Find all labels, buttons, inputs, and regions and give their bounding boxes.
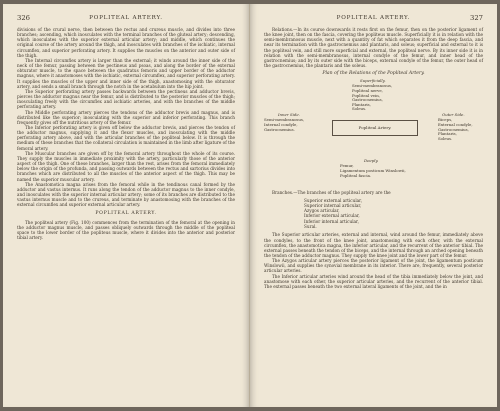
branch-item: Superior internal articular, [304,202,362,208]
plan-item: Soleus. [352,106,367,112]
branches-intro: Branches.—The branches of the popliteal artery are the [272,190,391,196]
plan-item: Femur, [340,163,354,169]
running-head: POPLITEAL ARTERY. [89,15,163,21]
right-page-header [264,14,483,24]
plan-item: Gastrocnemius, [352,97,383,103]
paragraph: The Middle perforating artery pierces the tendons of the adductor brevis and magnus, and is distributed like the superior; inosculating with the superior and inferior perforating. This branch frequently gives off the nutritious artery of the femur. [17,109,235,125]
left-page [3,4,250,407]
paragraph: The popliteal artery (Fig. 100) commences from the termination of the femoral at the opening in the adductor magnus muscle, and passes obliquely outwards through the middle of the popliteal space to the lower border of the popliteus muscle, where it divides into the anterior and posterior tibial artery. [17,219,235,241]
plan-inner-list [264,118,304,132]
branches-list [304,198,483,230]
plan-item: Popliteal nerve, [352,88,383,93]
page-number: 327 [470,14,483,22]
relations-plan [264,78,483,186]
branch-item: Superior external articular, [304,197,363,203]
paragraph: The Inferior perforating artery is given off below the adductor brevis, and pierces the tendon of the adductor magnus, supplying it and the flexor muscles, and inosculating with the middle perforating artery above, and with the articular branches of the popliteal below. It is through the medium of these branches that the collateral circulation is maintained in the limb after ligature of the femoral artery. [17,124,235,151]
plan-item: Semi-membranosus, [352,83,393,89]
plan-item: Soleus. [438,135,453,141]
popliteal-artery-box: Popliteal Artery. [332,120,418,136]
plan-item: Popliteal fascia. [340,172,372,178]
page-number: 326 [17,14,30,22]
plan-superficially-label: Superficially. [360,78,386,84]
right-page [250,4,497,407]
plan-title: Plan of the Relations of the Popliteal Artery. [322,71,425,77]
left-page-header [17,14,235,24]
branch-item: Azygos articular, [304,208,340,214]
branch-item: Inferior external articular, [304,213,360,219]
relations-paragraph: Relations.—In its course downwards it rests first on the femur, then on the posterior ligament of the knee joint, then on the fascia, covering the popliteus muscle. Superficially it is in relation with the semi-membranosus muscle, next with a quantity of fat which separates it from the deep fascia, and near its termination with the gastrocnemius and plantaris, and soleus; superficial and external to it is the popliteal vein, and still more superficial and external, the popliteal nerve. By its inner side it is in relation with the semi-membranosus, internal condyle of the femur, and inner head of the gastrocnemius; and by its outer side with the biceps, external condyle of the femur, the outer head of the gastrocnemius, the plantaris and the soleus. [264,27,483,69]
right-page-body [264,27,483,399]
plan-superficially-list [352,84,392,112]
branch-item: Inferior internal articular, [304,218,359,224]
paragraph: The Internal circumflex artery is larger than the external; it winds around the inner side of the neck of the femur, passing between the pectineus and psoas, and along the border of the external obturator muscle, to the space between the quadratus femoris and upper border of the adductor magnus, where it anastomoses with the ischiatic, external circumflex, and superior perforating artery. It supplies the muscles of the upper and inner side of the thigh, anastomosing with the obturator artery, and sends a small branch through the notch in the acetabulum into the hip joint. [17,57,235,89]
plan-deeply-list [340,164,406,178]
plan-item: Semi-membranosus, [264,117,305,123]
plan-item: Gastrocnemius. [264,126,295,132]
plan-item: Gastrocnemius, [438,126,469,132]
plan-outer-list [438,118,473,141]
plan-item: External condyle, [438,122,473,127]
plan-item: Biceps, [438,117,453,123]
plan-item: Plantaris, [352,101,371,107]
plan-deeply-label: Deeply. [364,158,379,164]
plan-outer-label: Outer Side. [442,112,465,118]
book-spread [3,4,497,407]
paragraph: The Superior perforating artery passes backwards between the pectineus and adductor brevis, pierces the adductor magnus near the femur, and is distributed to the posterior muscles of the thigh; inosculating freely with the circumflex and ischiatic arteries, and with the branches of the middle perforating artery. [17,88,235,110]
left-page-body [17,27,235,399]
paragraph: The Superior articular arteries, external and internal, wind around the femur, immediately above the condyles, to the front of the knee joint, anastomosing with each other, with the external circumflex, the anastomotica magna, the inferior articular, and the recurrent of the anterior tibial. The external passes beneath the tendon of the biceps, and the internal through an arched opening beneath the tendon of the adductor magnus. They supply the knee joint and the lower part of the femur. [264,232,483,258]
plan-item: Popliteal vein, [352,92,380,98]
paragraph: divisions of the crural nerve, then between the rectus and crureus muscle, and divides into three branches; ascending, which inosculates with the terminal branches of the gluteal artery; descending, which inosculates with the superior external articular artery; and middle, which continues the original course of the artery around the thigh, and inosculates with branches of the ischiatic, internal circumflex, and superior perforating artery. It supplies the muscles on the anterior and outer side of the thigh. [17,27,235,58]
section-heading: POPLITEAL ARTERY. [95,211,157,217]
paragraph: The Muscular branches are given off by the femoral artery throughout the whole of its course. They supply the muscles in immediate proximity with the artery, particularly those of the anterior aspect of the thigh. One of these branches, larger than the rest, arises from the femoral immediately below the origin of the profunda, and passing outwards between the rectus and sartorius divides into branches which are distributed to all the muscles of the anterior aspect of the thigh. This may be named the superior muscular artery. [17,150,235,182]
paragraph: The Anastomotica magna arises from the femoral while in the tendinous canal formed by the adductor and vastus internus. It runs along the tendon of the adductor magnus to the inner condyle, and inosculates with the superior internal articular artery; some of its branches are distributed to the vastus internus muscle and to the crureus, and terminate by anastomosing with the branches of the external circumflex and superior external articular artery. [17,181,235,208]
branch-item: Sural. [304,224,317,230]
plan-item: Ligamentum posticum Winslowii, [340,168,406,173]
plan-inner-label: Inner Side. [278,112,300,118]
plan-item: Plantaris, [438,131,457,137]
paragraph: The Inferior articular arteries wind around the head of the tibia immediately below the joint, and anastomose with each other, the superior articular arteries, and the recurrent of the anterior tibial. The external passes beneath the two external lateral ligaments of the joint, and the in [264,273,483,289]
running-head: POPLITEAL ARTERY. [336,15,411,21]
plan-item: Internal condyle, [264,122,298,127]
paragraph: The Azygos articular artery pierces the posterior ligament of the joint, the ligamentum posticum Winslowii, and supplies the synovial membrane in its interior. There are, frequently, several posterior articular arteries. [264,258,483,274]
